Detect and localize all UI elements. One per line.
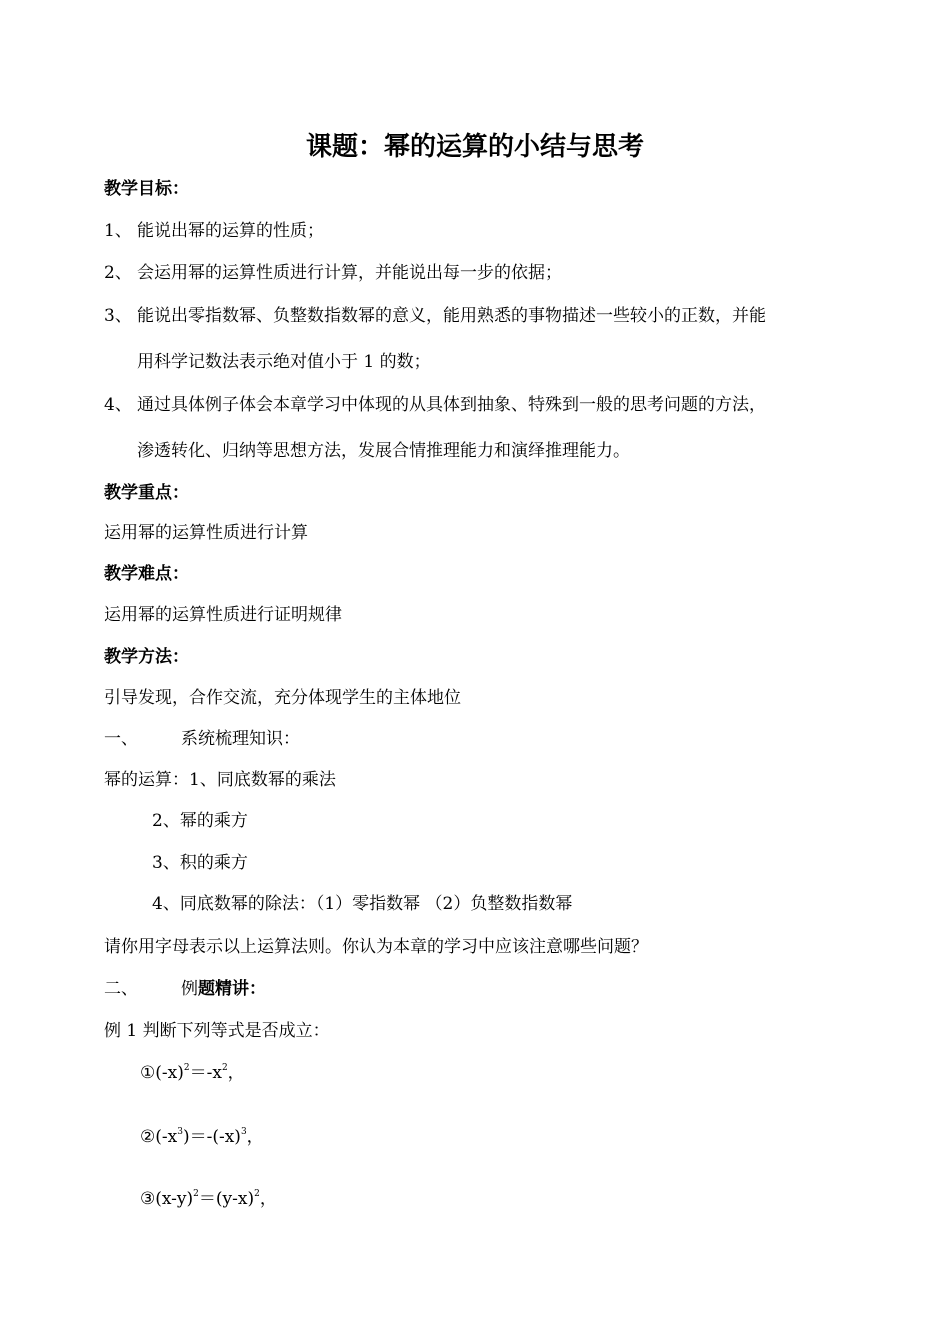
- equation-1: [140, 1062, 245, 1084]
- method-heading: 教学方法：: [104, 647, 189, 667]
- equation-part: (x-y): [155, 1189, 194, 1209]
- section-title: 系统梳理知识：: [181, 729, 300, 749]
- objectives-heading: 教学目标：: [104, 179, 189, 199]
- objective-num: 2、: [104, 263, 132, 283]
- equation-part: (-x: [155, 1127, 178, 1147]
- section-num: 一、: [104, 729, 138, 749]
- equation-part: )＝-(-x): [182, 1127, 241, 1147]
- key-point-text: 运用幂的运算性质进行计算: [104, 523, 308, 543]
- equation-exponent: 3: [240, 1127, 247, 1137]
- method-text: 引导发现，合作交流，充分体现学生的主体地位: [104, 688, 461, 708]
- section-2-heading: [104, 978, 266, 1000]
- equation-part: ，: [259, 1189, 277, 1209]
- difficulty-heading: 教学难点：: [104, 564, 189, 584]
- section-num: 二、: [104, 979, 138, 999]
- difficulty-text: 运用幂的运算性质进行证明规律: [104, 605, 342, 625]
- knowledge-line-2: 2、幂的乘方: [152, 811, 248, 831]
- example-intro: 例 1 判断下列等式是否成立：: [104, 1021, 330, 1041]
- objective-item-1: [104, 220, 324, 242]
- equation-3: [140, 1188, 277, 1210]
- equation-2: [140, 1126, 264, 1148]
- equation-exponent: 2: [254, 1189, 260, 1199]
- page-title: 课题：幂的运算的小结与思考: [305, 132, 644, 162]
- objective-num: 4、: [104, 395, 132, 415]
- objective-num: 1、: [104, 221, 132, 241]
- equation-part: (-x): [155, 1063, 184, 1083]
- objective-item-3: [104, 305, 766, 327]
- knowledge-question: 请你用字母表示以上运算法则。你认为本章的学习中应该注意哪些问题？: [104, 937, 648, 957]
- equation-label: ③: [140, 1189, 156, 1209]
- objective-item-3-continuation: 用科学记数法表示绝对值小于 1 的数；: [137, 352, 431, 372]
- section-title-part: 题精讲：: [198, 979, 266, 999]
- equation-exponent: 2: [193, 1189, 199, 1199]
- equation-part: ＝-x: [189, 1063, 222, 1083]
- knowledge-line-4: 4、同底数幂的除法：（1）零指数幂 （2）负整数指数幂: [152, 894, 573, 914]
- equation-exponent: 3: [177, 1127, 183, 1137]
- objective-item-2: [104, 262, 562, 284]
- objective-text: 能说出零指数幂、负整数指数幂的意义，能用熟悉的事物描述一些较小的正数，并能: [137, 306, 766, 326]
- objective-item-4-continuation: 渗透转化、归纳等思想方法，发展合情推理能力和演绎推理能力。: [137, 441, 630, 461]
- equation-exponent: 2: [183, 1063, 190, 1073]
- equation-part: ＝(y-x): [198, 1189, 255, 1209]
- knowledge-line-1: 幂的运算：1、同底数幂的乘法: [104, 770, 336, 790]
- section-title-part: 例: [181, 979, 198, 999]
- objective-num: 3、: [104, 306, 132, 326]
- equation-label: ①: [140, 1063, 156, 1083]
- section-1-heading: [104, 728, 300, 750]
- equation-label: ②: [140, 1127, 156, 1147]
- objective-text: 通过具体例子体会本章学习中体现的从具体到抽象、特殊到一般的思考问题的方法，: [137, 395, 766, 415]
- key-point-heading: 教学重点：: [104, 483, 189, 503]
- equation-part: ，: [227, 1063, 245, 1083]
- equation-exponent: 2: [221, 1063, 228, 1073]
- equation-part: ，: [246, 1127, 264, 1147]
- knowledge-line-3: 3、积的乘方: [152, 853, 248, 873]
- objective-item-4: [104, 394, 766, 416]
- objective-text: 会运用幂的运算性质进行计算，并能说出每一步的依据；: [137, 263, 562, 283]
- objective-text: 能说出幂的运算的性质；: [137, 221, 324, 241]
